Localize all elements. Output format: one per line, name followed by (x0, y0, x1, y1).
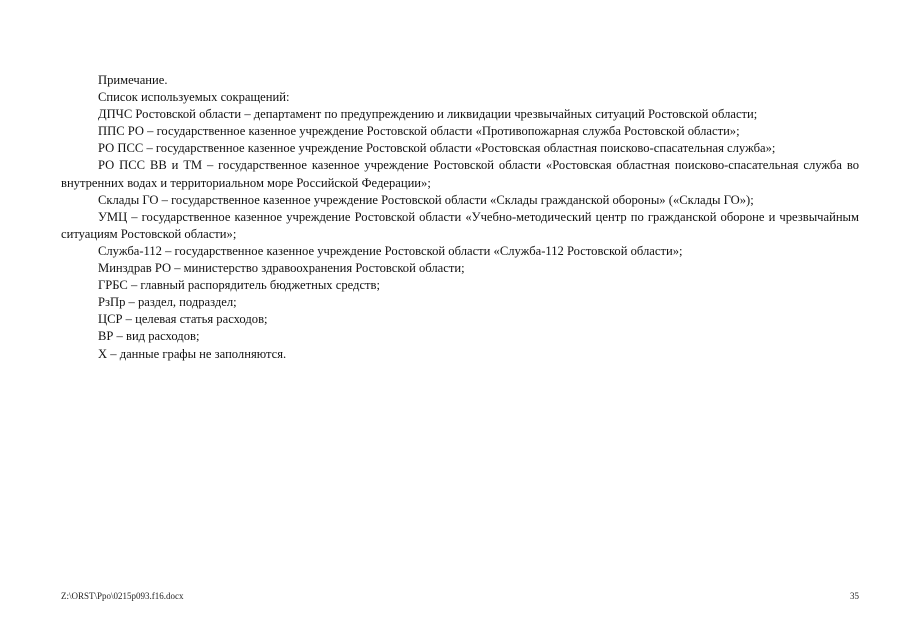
abbreviation-item: РО ПСС ВВ и ТМ – государственное казенное учреждение Ростовской области «Ростовская областная поисково-спасательная служба во внутренних водах и территориальном море Российской Федерации»; (61, 158, 859, 190)
abbreviation-item: ВР – вид расходов; (98, 329, 200, 344)
abbreviation-item: ДПЧС Ростовской области – департамент по предупреждению и ликвидации чрезвычайных ситуаций Ростовской области; (98, 107, 758, 122)
page-number: 35 (850, 591, 859, 601)
abbreviation-item: ГРБС – главный распорядитель бюджетных средств; (98, 278, 380, 293)
abbreviation-item: Склады ГО – государственное казенное учреждение Ростовской области «Склады гражданской обороны» («Склады ГО»); (98, 192, 754, 207)
abbreviation-list-title: Список используемых сокращений: (98, 90, 290, 105)
abbreviation-item: Служба-112 – государственное казенное учреждение Ростовской области «Служба-112 Ростовской области»; (98, 243, 683, 258)
note-heading: Примечание. (98, 73, 168, 87)
abbreviation-item: ЦСР – целевая статья расходов; (98, 312, 268, 327)
abbreviation-item: РзПр – раздел, подраздел; (98, 295, 237, 310)
abbreviation-item: УМЦ – государственное казенное учреждение Ростовской области «Учебно-методический центр по гражданской обороне и чрезвычайным ситуациям Ростовской области»; (61, 209, 859, 241)
abbreviation-item: РО ПСС – государственное казенное учреждение Ростовской области «Ростовская областная поисково-спасательная служба»; (98, 141, 776, 156)
footer-file-path: Z:\ORST\Ppo\0215p093.f16.docx (61, 591, 184, 601)
abbreviation-item: ППС РО – государственное казенное учреждение Ростовской области «Противопожарная служба Ростовской области»; (98, 124, 740, 139)
abbreviation-item: Минздрав РО – министерство здравоохранения Ростовской области; (98, 261, 465, 276)
document-body (61, 72, 859, 363)
abbreviation-item: Х – данные графы не заполняются. (98, 346, 287, 361)
